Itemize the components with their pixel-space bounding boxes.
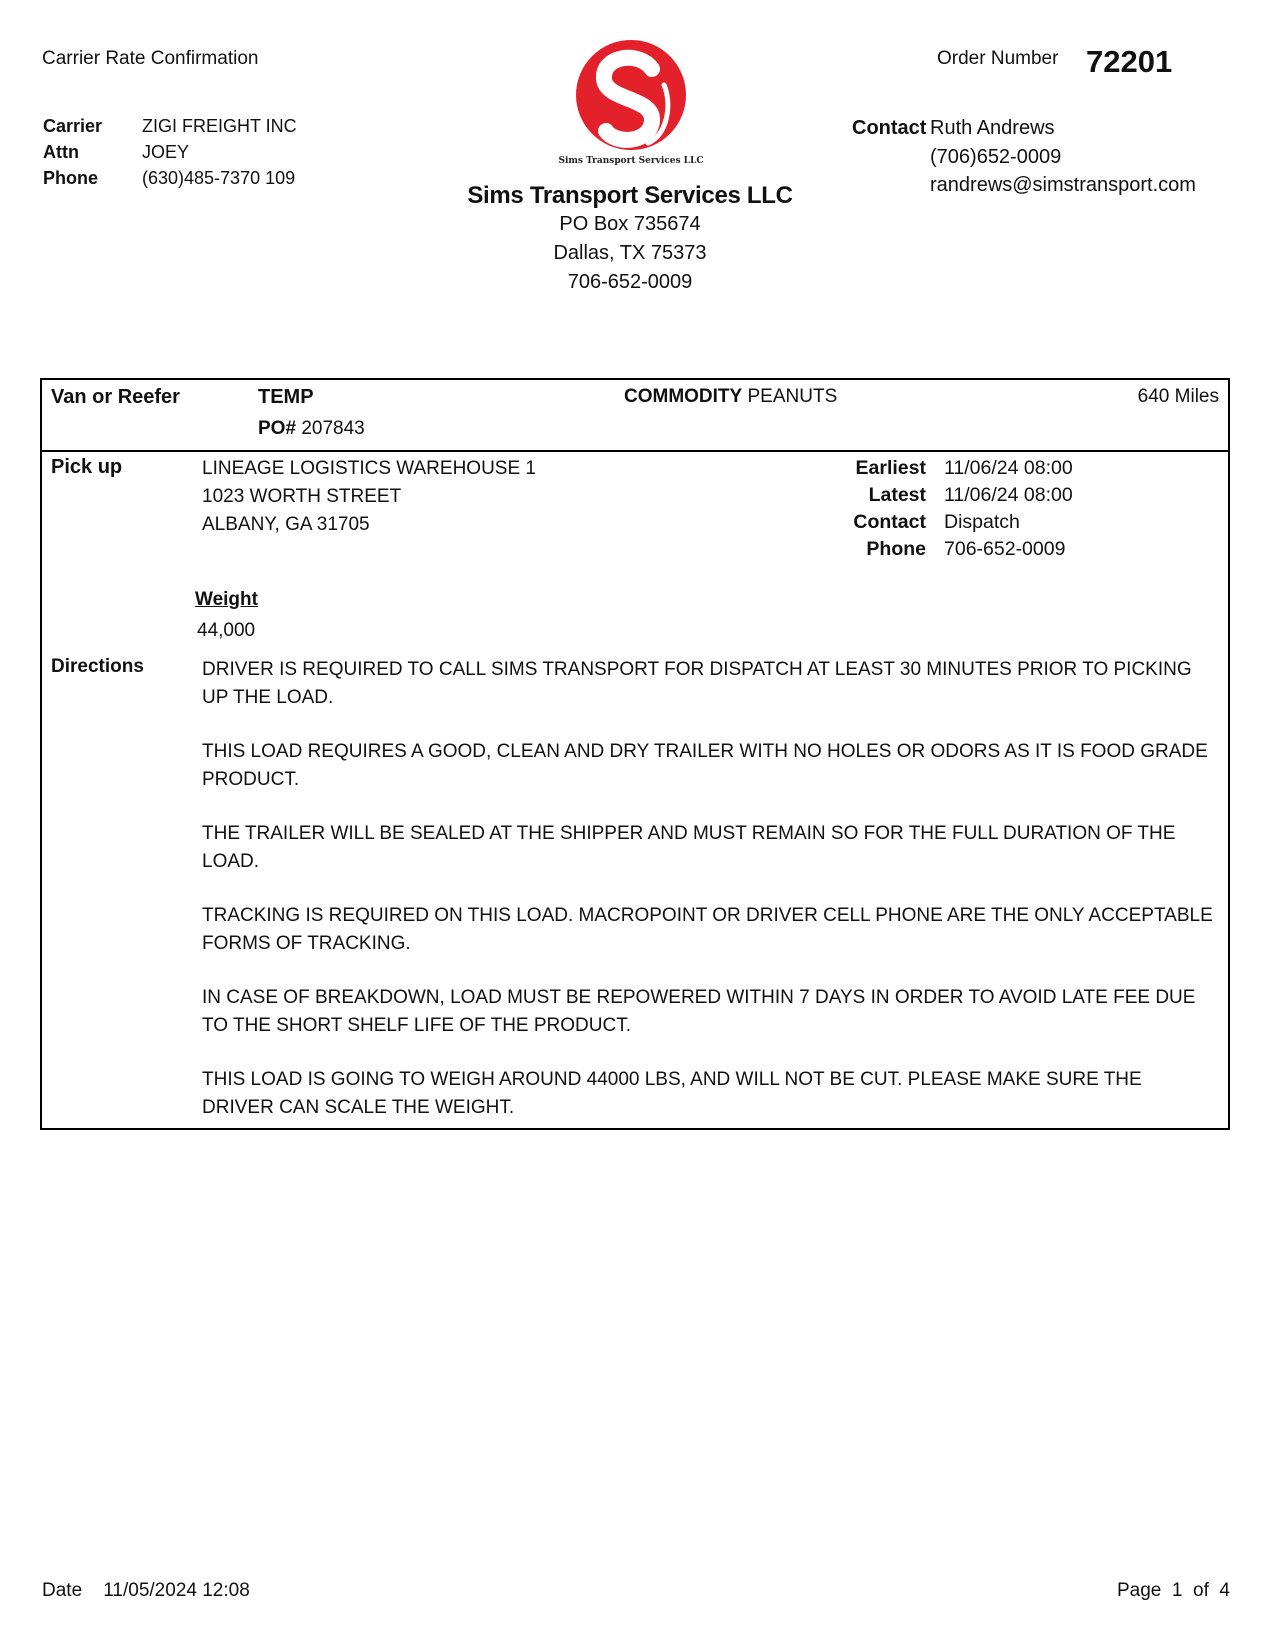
order-number: 72201 xyxy=(1086,44,1173,79)
company-block xyxy=(380,182,880,297)
latest-label: Latest xyxy=(868,484,926,506)
company-name: Sims Transport Services LLC xyxy=(467,182,793,209)
commodity-row xyxy=(624,386,837,408)
date-value: 11/05/2024 12:08 xyxy=(103,1580,250,1601)
temp-label: TEMP xyxy=(258,386,314,408)
logo-caption: Sims Transport Services LLC xyxy=(558,156,704,166)
pickup-contact-row xyxy=(813,509,1073,536)
carrier-block xyxy=(43,116,297,194)
date-label: Date xyxy=(42,1580,83,1601)
load-details-box xyxy=(40,378,1230,1130)
direction-paragraph: IN CASE OF BREAKDOWN, LOAD MUST BE REPOWERED WITHIN 7 DAYS IN ORDER TO AVOID LATE FEE DUE TO THE SHORT SHELF LIFE OF THE PRODUCT. xyxy=(202,987,1196,1036)
pickup-address xyxy=(202,455,536,539)
direction-paragraph: DRIVER IS REQUIRED TO CALL SIMS TRANSPORT FOR DISPATCH AT LEAST 30 MINUTES PRIOR TO PICKING UP THE LOAD. xyxy=(202,659,1192,708)
direction-paragraph: TRACKING IS REQUIRED ON THIS LOAD. MACROPOINT OR DRIVER CELL PHONE ARE THE ONLY ACCEPTABLE FORMS OF TRACKING. xyxy=(202,905,1213,954)
pickup-phone-value: 706-652-0009 xyxy=(944,538,1066,560)
page-number: Page 1 of 4 xyxy=(1116,1580,1230,1601)
attn-row xyxy=(43,142,297,168)
order-number-label: Order Number xyxy=(937,48,1059,69)
earliest-label: Earliest xyxy=(855,457,926,479)
equipment-type: Van or Reefer xyxy=(51,386,180,408)
phone-label: Phone xyxy=(43,168,99,188)
latest-row xyxy=(813,482,1073,509)
pickup-contact-value: Dispatch xyxy=(944,511,1020,533)
attn-label: Attn xyxy=(43,142,79,162)
direction-paragraph: THE TRAILER WILL BE SEALED AT THE SHIPPER AND MUST REMAIN SO FOR THE FULL DURATION OF THE LOAD. xyxy=(202,823,1176,872)
pickup-phone-label: Phone xyxy=(866,538,926,560)
po-row xyxy=(258,418,365,440)
load-summary-row xyxy=(42,380,1228,452)
earliest-row xyxy=(813,455,1073,482)
carrier-row xyxy=(43,116,297,142)
contact-email: randrews@simstransport.com xyxy=(930,174,1196,196)
company-logo xyxy=(556,39,706,169)
contact-label: Contact xyxy=(852,117,927,139)
attn-value: JOEY xyxy=(142,142,190,162)
earliest-value: 11/06/24 08:00 xyxy=(944,457,1073,479)
directions-text xyxy=(202,656,1217,1148)
direction-paragraph: THIS LOAD REQUIRES A GOOD, CLEAN AND DRY TRAILER WITH NO HOLES OR ODORS AS IT IS FOOD GRADE PRODUCT. xyxy=(202,741,1208,790)
pickup-schedule xyxy=(813,455,1073,563)
company-phone: 706-652-0009 xyxy=(567,271,693,293)
pickup-label: Pick up xyxy=(51,456,123,478)
footer-date xyxy=(42,1580,250,1602)
company-address-2: Dallas, TX 75373 xyxy=(553,242,707,264)
commodity-label: COMMODITY xyxy=(624,386,743,407)
contact-block xyxy=(852,114,1196,200)
miles: 640 Miles xyxy=(1137,386,1219,407)
carrier-label: Carrier xyxy=(43,116,103,136)
po-number: 207843 xyxy=(301,418,365,439)
carrier-value: ZIGI FREIGHT INC xyxy=(142,116,297,136)
direction-paragraph: THIS LOAD IS GOING TO WEIGH AROUND 44000 LBS, AND WILL NOT BE CUT. PLEASE MAKE SURE THE DRIVER CAN SCALE THE WEIGHT. xyxy=(202,1069,1142,1118)
pickup-contact-label: Contact xyxy=(853,511,926,533)
latest-value: 11/06/24 08:00 xyxy=(944,484,1073,506)
pickup-name: LINEAGE LOGISTICS WAREHOUSE 1 xyxy=(202,458,536,479)
weight-value: 44,000 xyxy=(197,620,256,641)
pickup-phone-row xyxy=(813,536,1073,563)
pickup-city: ALBANY, GA 31705 xyxy=(202,514,370,535)
phone-row xyxy=(43,168,297,194)
po-label: PO# xyxy=(258,418,297,439)
contact-name-row xyxy=(852,114,1196,143)
phone-value: (630)485-7370 109 xyxy=(142,168,296,188)
company-address-1: PO Box 735674 xyxy=(559,213,701,235)
contact-phone: (706)652-0009 xyxy=(930,145,1062,168)
directions-label: Directions xyxy=(51,656,144,677)
weight-label: Weight xyxy=(195,589,258,610)
contact-name: Ruth Andrews xyxy=(930,117,1055,139)
pickup-street: 1023 WORTH STREET xyxy=(202,486,402,507)
commodity-value: PEANUTS xyxy=(747,386,838,407)
document-title: Carrier Rate Confirmation xyxy=(42,48,259,69)
